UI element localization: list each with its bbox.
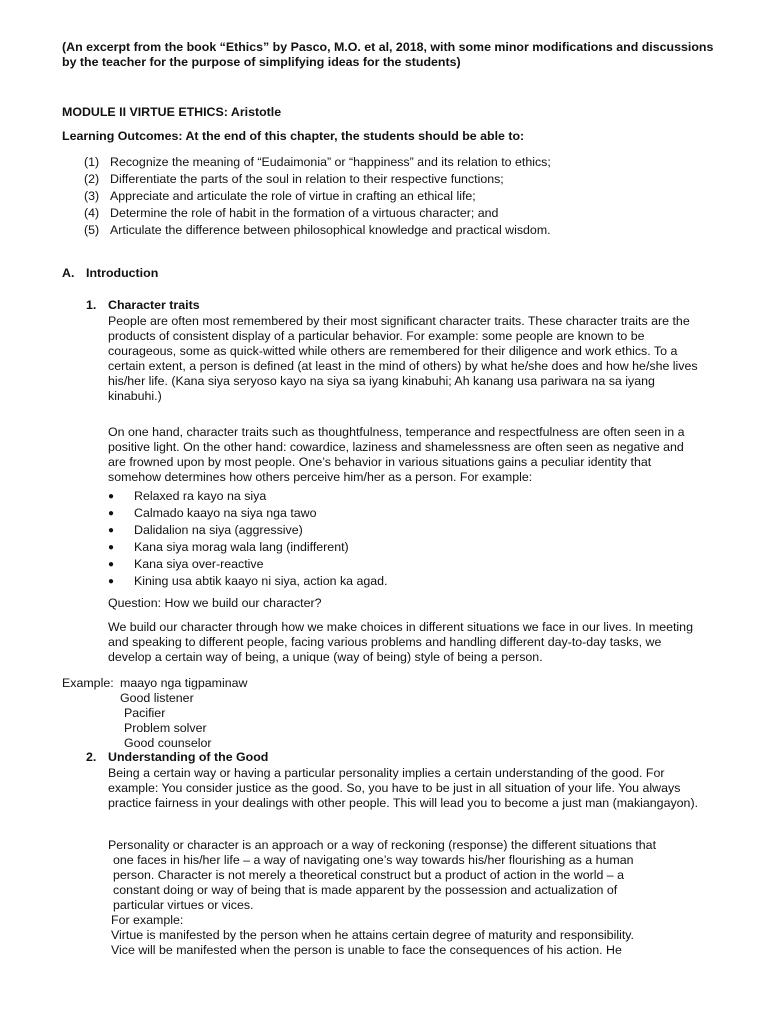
bullet-icon: ● — [108, 576, 115, 587]
bullet-text: Kana siya morag wala lang (indifferent) — [134, 540, 349, 554]
bullet-icon: ● — [108, 559, 115, 570]
outcome-number: (3) — [84, 189, 100, 203]
bullet-icon: ● — [108, 525, 115, 536]
paragraph-line: constant doing or way of being that is made apparent by the possession and actualization of — [113, 883, 618, 897]
bullet-icon: ● — [108, 542, 115, 553]
character-traits-paragraph-1: People are often most remembered by their most significant character traits. These character traits are the products of consistent display of a particular behavior. For example: some people are known to be courageous, some as quick-witted while others are remembered for their diligence and work ethics. To a certain extent, a person is defined (at least in the mind of others) by what he/she does and how he/she lives his/her life. (Kana siya seryoso kayo na siya sa iyang kinabuhi; Ah kanang usa pariwara na sa iyang kinabuhi.) — [108, 314, 698, 403]
bullet-icon: ● — [108, 508, 115, 519]
list-item — [108, 506, 528, 523]
section-a-heading: Introduction — [86, 266, 159, 280]
example-label: Example: — [62, 676, 114, 690]
behavior-examples-list — [108, 489, 528, 591]
paragraph-line: person. Character is not merely a theoretical construct but a product of action in the world – a — [113, 868, 625, 882]
example-item: Pacifier — [124, 706, 166, 720]
list-item — [84, 172, 724, 189]
list-item — [108, 574, 528, 591]
bullet-text: Kining usa abtik kaayo ni siya, action ka agad. — [134, 574, 388, 588]
excerpt-header-line-2: by the teacher for the purpose of simplifying ideas for the students) — [62, 55, 461, 69]
paragraph-line: Personality or character is an approach or a way of reckoning (response) the different situations that — [108, 838, 657, 852]
example-item: Good listener — [120, 691, 194, 705]
bullet-text: Dalidalion na siya (aggressive) — [134, 523, 303, 537]
list-item — [108, 557, 528, 574]
section-a-letter: A. — [62, 266, 75, 280]
outcome-text: Articulate the difference between philosophical knowledge and practical wisdom. — [110, 223, 551, 237]
list-item — [108, 489, 528, 506]
list-item — [84, 155, 724, 172]
outcome-number: (1) — [84, 155, 100, 169]
outcome-number: (5) — [84, 223, 100, 237]
bullet-text: Relaxed ra kayo na siya — [134, 489, 267, 503]
example-item: Problem solver — [124, 721, 207, 735]
paragraph-line: one faces in his/her life – a way of navigating one’s way towards his/her flourishing as a human — [113, 853, 634, 867]
subsection-2-number: 2. — [86, 750, 97, 764]
understanding-good-paragraph-1: Being a certain way or having a particular personality implies a certain understanding of the good. For example: You consider justice as the good. So, you have to be just in all situation of your life. You always practice fairness in your dealings with other people. This will lead you to become a just man (makiangayon). — [108, 766, 699, 810]
learning-outcomes-intro: Learning Outcomes: At the end of this chapter, the students should be able to: — [62, 129, 525, 143]
subsection-2-heading: Understanding of the Good — [108, 750, 269, 764]
understanding-good-paragraph-2 — [108, 838, 708, 958]
outcome-text: Differentiate the parts of the soul in relation to their respective functions; — [110, 172, 504, 186]
subsection-1-heading: Character traits — [108, 298, 200, 312]
character-building-paragraph: We build our character through how we make choices in different situations we face in our lives. In meeting and speaking to different people, facing various problems and handling different day-to-day tasks, we develop a certain way of being, a unique (way of being) style of being a person. — [108, 620, 693, 664]
outcome-text: Appreciate and articulate the role of virtue in crafting an ethical life; — [110, 189, 476, 203]
module-title: MODULE II VIRTUE ETHICS: Aristotle — [62, 105, 282, 119]
subsection-1-number: 1. — [86, 298, 97, 312]
list-item — [84, 189, 724, 206]
paragraph-line: Virtue is manifested by the person when he attains certain degree of maturity and responsibility. — [111, 928, 634, 942]
learning-outcomes-list — [84, 155, 724, 240]
example-block — [62, 676, 322, 748]
list-item — [84, 223, 724, 240]
excerpt-header — [62, 40, 742, 70]
example-item: Good counselor — [124, 736, 212, 750]
example-item: maayo nga tigpaminaw — [120, 676, 248, 690]
paragraph-line: Vice will be manifested when the person is unable to face the consequences of his action. He — [111, 943, 622, 957]
outcome-text: Determine the role of habit in the formation of a virtuous character; and — [110, 206, 499, 220]
list-item — [108, 540, 528, 557]
character-traits-paragraph-2: On one hand, character traits such as thoughtfulness, temperance and respectfulness are often seen in a positive light. On the other hand: cowardice, laziness and shamelessness are often seen as negative and are frowned upon by most people. One’s behavior in various situations gains a peculiar identity that somehow determines how others perceive him/her as a person. For example: — [108, 425, 685, 484]
paragraph-line: particular virtues or vices. — [113, 898, 254, 912]
list-item — [108, 523, 528, 540]
bullet-text: Calmado kaayo na siya nga tawo — [134, 506, 317, 520]
outcome-number: (2) — [84, 172, 100, 186]
question-line: Question: How we build our character? — [108, 596, 322, 610]
bullet-icon: ● — [108, 491, 115, 502]
list-item — [84, 206, 724, 223]
paragraph-line: For example: — [111, 913, 184, 927]
outcome-text: Recognize the meaning of “Eudaimonia” or “happiness” and its relation to ethics; — [110, 155, 551, 169]
outcome-number: (4) — [84, 206, 100, 220]
bullet-text: Kana siya over-reactive — [134, 557, 264, 571]
excerpt-header-line-1: (An excerpt from the book “Ethics” by Pasco, M.O. et al, 2018, with some minor modifications and discussions — [62, 40, 714, 54]
